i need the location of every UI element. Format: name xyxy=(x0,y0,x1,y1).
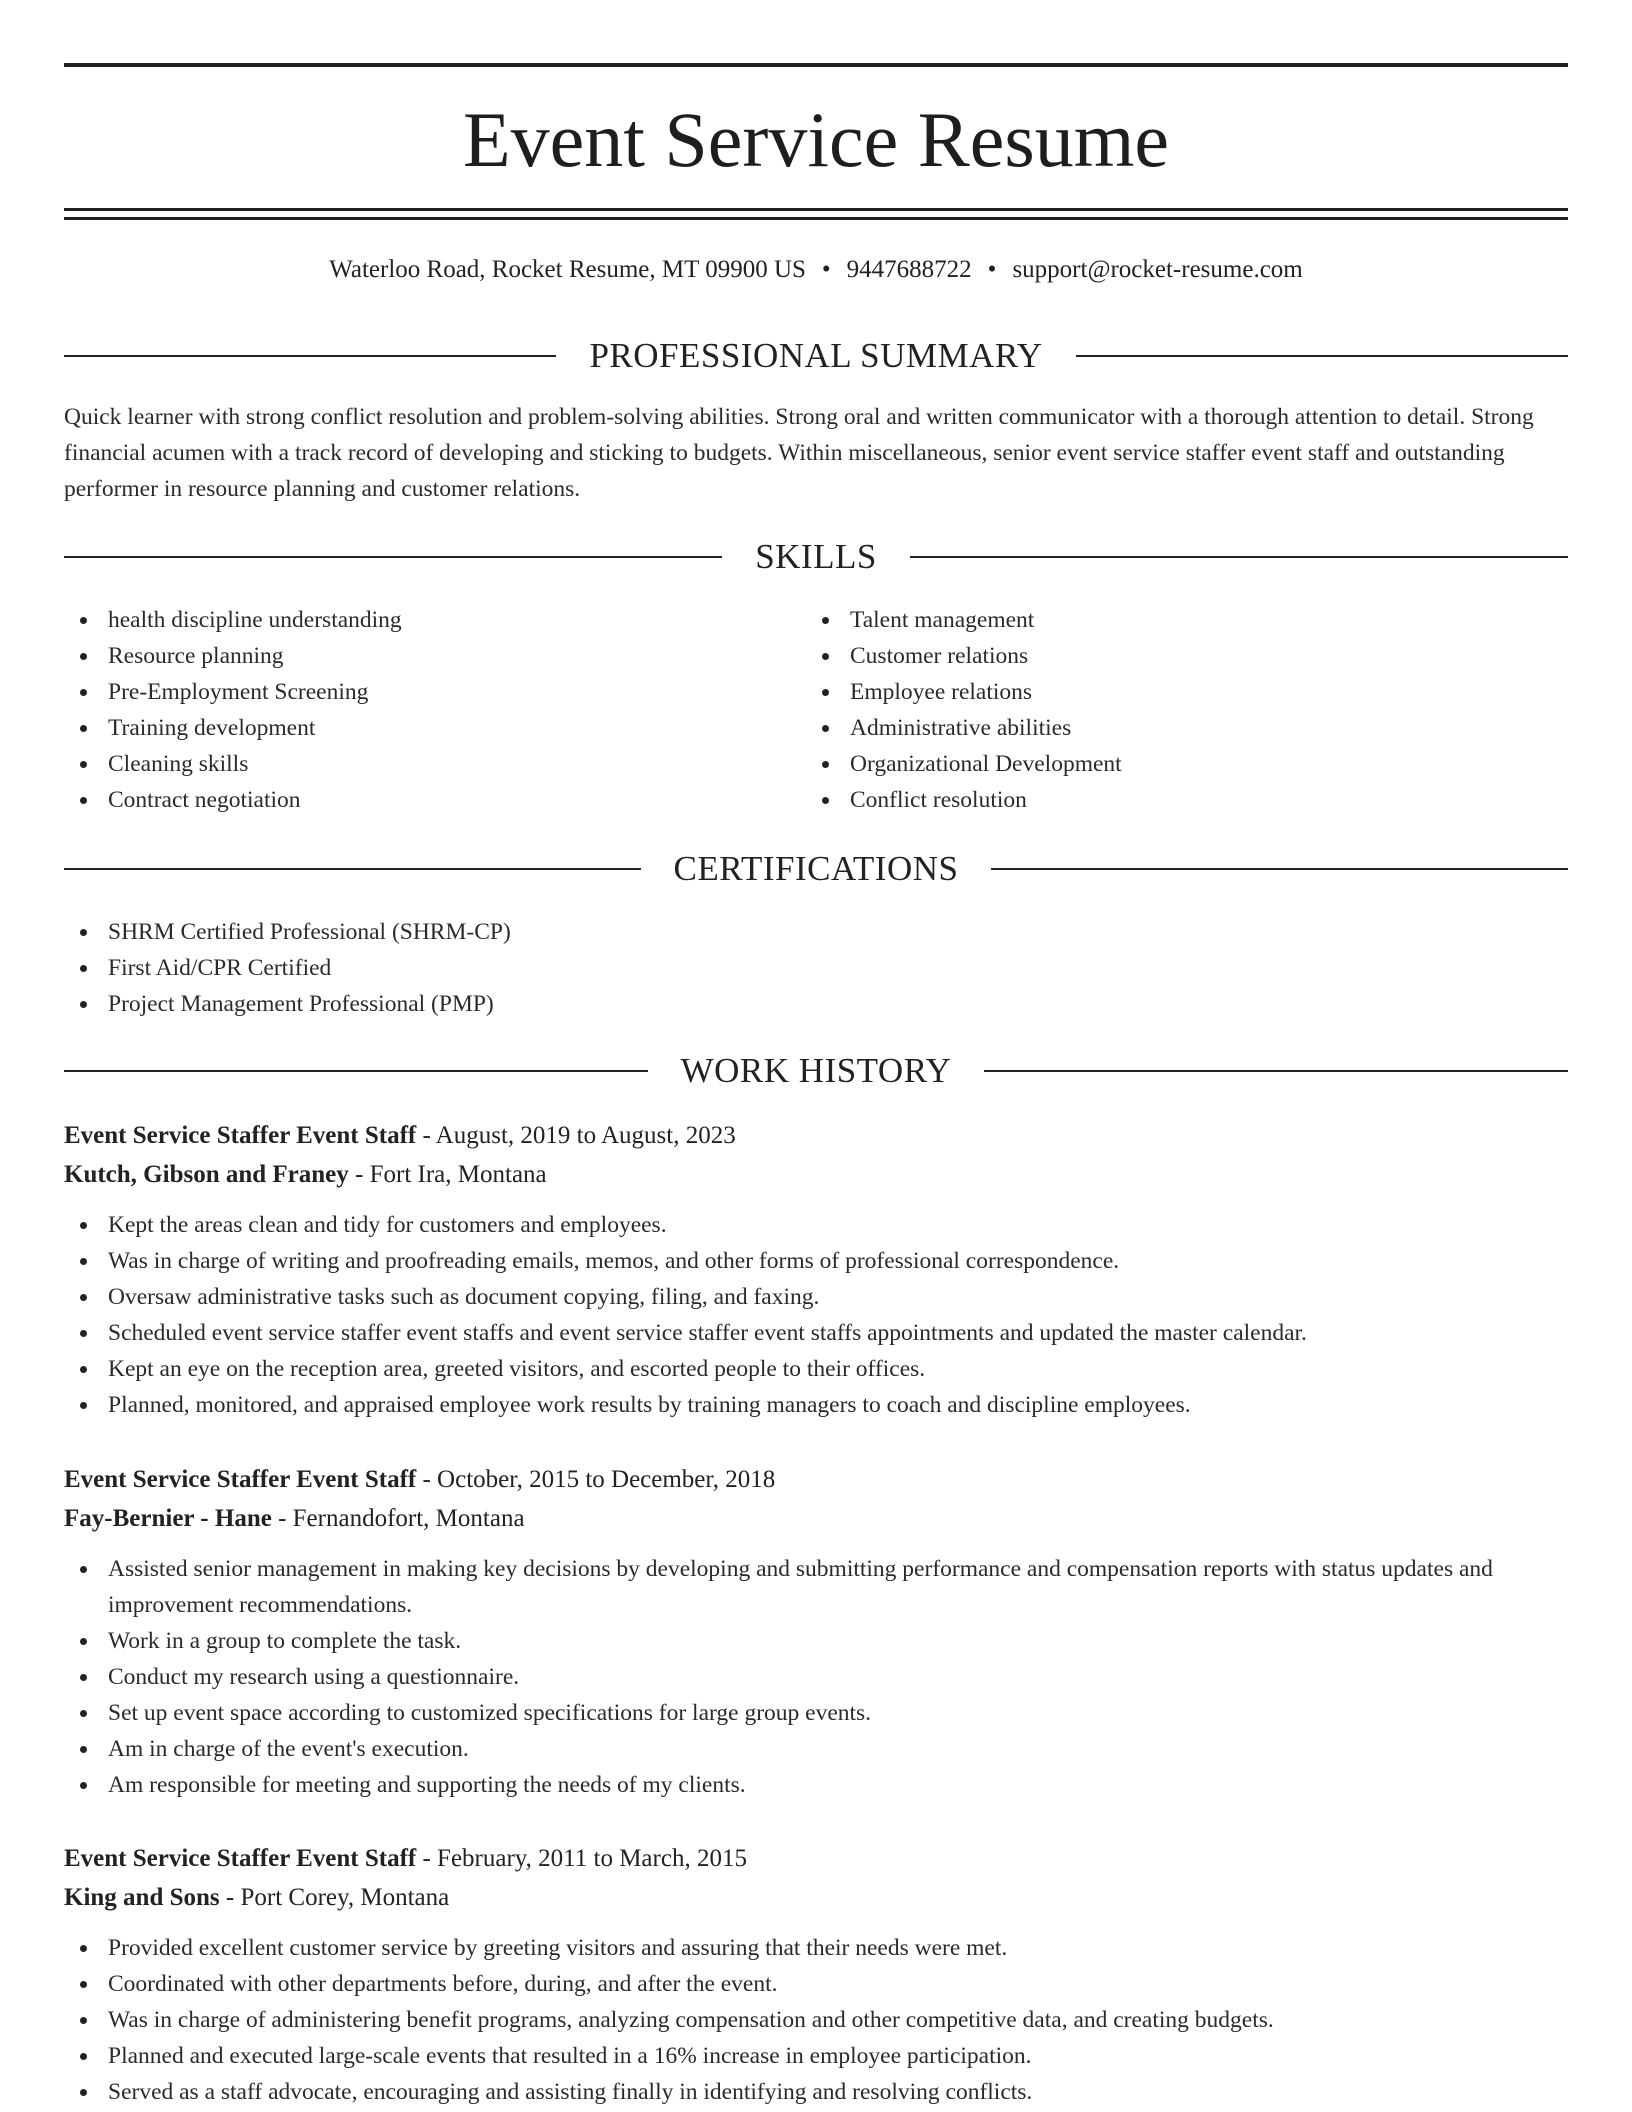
section-header-work xyxy=(64,1051,1568,1091)
job-dates: - October, 2015 to December, 2018 xyxy=(416,1466,776,1493)
certifications-block xyxy=(64,914,1568,1022)
job-dates: - February, 2011 to March, 2015 xyxy=(416,1845,747,1872)
certifications-list xyxy=(64,914,1568,1022)
job-bullet: Was in charge of administering benefit programs, analyzing compensation and other competitive data, and creating budgets. xyxy=(64,2002,1568,2038)
job-bullet: Planned and executed large-scale events that resulted in a 16% increase in employee participation. xyxy=(64,2038,1568,2074)
rule-left xyxy=(64,868,641,870)
job-location: - Port Corey, Montana xyxy=(219,1884,450,1911)
job-bullet: Was in charge of writing and proofreading emails, memos, and other forms of professional correspondence. xyxy=(64,1243,1568,1279)
job-bullet: Am responsible for meeting and supporting the needs of my clients. xyxy=(64,1767,1568,1803)
job-company: Fay-Bernier - Hane xyxy=(64,1505,272,1532)
contact-separator: • xyxy=(987,256,997,283)
rule-right xyxy=(910,556,1568,558)
job-bullet: Planned, monitored, and appraised employee work results by training managers to coach and discipline employees. xyxy=(64,1387,1568,1423)
skill-item: Contract negotiation xyxy=(64,782,806,818)
rule-right xyxy=(1076,355,1568,357)
skill-item: Customer relations xyxy=(806,638,1548,674)
job-location: - Fernandofort, Montana xyxy=(271,1505,525,1532)
rule-left xyxy=(64,1070,648,1072)
job-company-line xyxy=(64,1155,1568,1194)
section-title-summary: PROFESSIONAL SUMMARY xyxy=(589,336,1043,375)
skill-item: Conflict resolution xyxy=(806,782,1548,818)
summary-text: Quick learner with strong conflict resolution and problem-solving abilities. Strong oral and written communicator with a thorough attention to detail. Strong financial acumen with a track record of developing and sticking to budgets. Within miscellaneous, senior event service staffer event staff and outstanding performer in resource planning and customer relations. xyxy=(64,404,1534,502)
job-title-line xyxy=(64,1116,1568,1155)
job-company-line xyxy=(64,1499,1568,1538)
skills-column-right xyxy=(806,602,1548,818)
rule-right xyxy=(984,1070,1568,1072)
job-bullet: Oversaw administrative tasks such as document copying, filing, and faxing. xyxy=(64,1279,1568,1315)
job-company: Kutch, Gibson and Franey xyxy=(64,1161,349,1188)
section-title-work: WORK HISTORY xyxy=(680,1051,952,1090)
job-bullet: Served as a staff advocate, encouraging and assisting finally in identifying and resolving conflicts. xyxy=(64,2074,1568,2110)
job-bullet: Provided excellent customer service by greeting visitors and assuring that their needs were met. xyxy=(64,1930,1568,1966)
job-bullet: Set up event space according to customized specifications for large group events. xyxy=(64,1695,1568,1731)
job-location: - Fort Ira, Montana xyxy=(348,1161,547,1188)
skill-item: Organizational Development xyxy=(806,746,1548,782)
job-bullet: Kept an eye on the reception area, greeted visitors, and escorted people to their offices. xyxy=(64,1351,1568,1387)
job-bullet: Assisted senior management in making key decisions by developing and submitting performance and compensation reports with status updates and improvement recommendations. xyxy=(64,1551,1568,1623)
job-title-line xyxy=(64,1460,1568,1499)
job-bullet: Scheduled event service staffer event staffs and event service staffer event staffs appointments and updated the master calendar. xyxy=(64,1315,1568,1351)
certification-item: Project Management Professional (PMP) xyxy=(64,986,1568,1022)
section-header-summary xyxy=(64,336,1568,376)
skill-item: Cleaning skills xyxy=(64,746,806,782)
job-bullets xyxy=(64,1207,1568,1423)
job-bullet: Coordinated with other departments before, during, and after the event. xyxy=(64,1966,1568,2002)
section-title-certifications: CERTIFICATIONS xyxy=(673,849,959,888)
rule-left xyxy=(64,355,556,357)
skill-item: health discipline understanding xyxy=(64,602,806,638)
job-dates: - August, 2019 to August, 2023 xyxy=(416,1122,736,1149)
job-bullet: Work in a group to complete the task. xyxy=(64,1623,1568,1659)
title-double-rule xyxy=(64,208,1568,220)
section-title-skills: SKILLS xyxy=(755,537,877,576)
rule-right xyxy=(991,868,1568,870)
section-header-certifications xyxy=(64,849,1568,889)
job-entry xyxy=(64,1460,1568,1803)
contact-line xyxy=(64,252,1568,288)
rule-left xyxy=(64,556,722,558)
job-bullet: Kept the areas clean and tidy for customers and employees. xyxy=(64,1207,1568,1243)
email: support@rocket-resume.com xyxy=(1012,256,1303,283)
job-entry xyxy=(64,1839,1568,2110)
job-bullet: Conduct my research using a questionnaire. xyxy=(64,1659,1568,1695)
certification-item: First Aid/CPR Certified xyxy=(64,950,1568,986)
skill-item: Pre-Employment Screening xyxy=(64,674,806,710)
job-company: King and Sons xyxy=(64,1884,220,1911)
skills-list-left xyxy=(64,602,806,818)
skills-column-left xyxy=(64,602,806,818)
skills-list-right xyxy=(806,602,1548,818)
resume-title: Event Service Resume xyxy=(462,96,1170,183)
job-entry xyxy=(64,1116,1568,1423)
job-title-line xyxy=(64,1839,1568,1878)
top-rule xyxy=(64,63,1568,67)
job-bullet: Am in charge of the event's execution. xyxy=(64,1731,1568,1767)
certification-item: SHRM Certified Professional (SHRM-CP) xyxy=(64,914,1568,950)
job-bullets xyxy=(64,1930,1568,2110)
job-bullets xyxy=(64,1551,1568,1803)
skill-item: Talent management xyxy=(806,602,1548,638)
skill-item: Administrative abilities xyxy=(806,710,1548,746)
job-title: Event Service Staffer Event Staff xyxy=(64,1466,417,1493)
job-title: Event Service Staffer Event Staff xyxy=(64,1122,417,1149)
phone: 9447688722 xyxy=(846,256,972,283)
contact-separator: • xyxy=(821,256,831,283)
section-header-skills xyxy=(64,537,1568,577)
skill-item: Employee relations xyxy=(806,674,1548,710)
job-title: Event Service Staffer Event Staff xyxy=(64,1845,417,1872)
skill-item: Training development xyxy=(64,710,806,746)
job-company-line xyxy=(64,1878,1568,1917)
address: Waterloo Road, Rocket Resume, MT 09900 US xyxy=(329,256,806,283)
skill-item: Resource planning xyxy=(64,638,806,674)
